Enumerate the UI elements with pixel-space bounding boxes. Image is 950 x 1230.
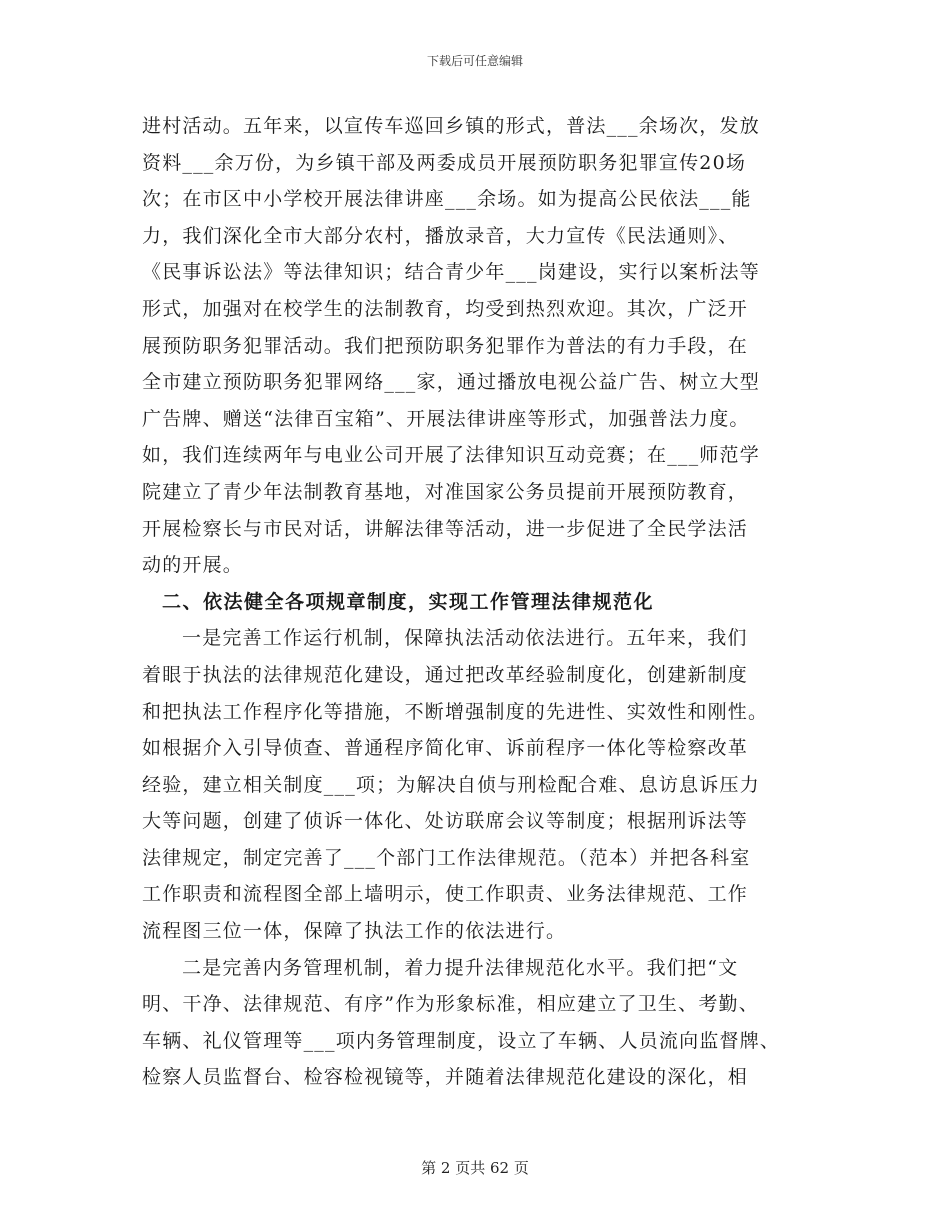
body-line: 展预防职务犯罪活动。我们把预防职务犯罪作为普法的有力手段，在 [142, 334, 749, 357]
body-line: 经验，建立相关制度___项；为解决自侦与刑检配合难、息访息诉压力 [142, 773, 760, 796]
body-line: 次；在市区中小学校开展法律讲座___余场。如为提高公民依法___能 [142, 188, 752, 211]
paragraph-first-line: 二是完善内务管理机制，着力提升法律规范化水平。我们把“文 [182, 956, 739, 979]
body-line: 和把执法工作程序化等措施，不断增强制度的先进性、实效性和刚性。 [142, 700, 769, 723]
page-footer-number: 第 2 页共 62 页 [421, 1159, 529, 1177]
body-line: 工作职责和流程图全部上墙明示，使工作职责、业务法律规范、工作 [142, 883, 749, 906]
body-line: 如根据介入引导侦查、普通程序简化审、诉前程序一体化等检察改革 [142, 737, 749, 760]
body-line: 《民事诉讼法》等法律知识；结合青少年___岗建设，实行以案析法等 [142, 261, 760, 284]
document-body [142, 108, 822, 1096]
body-line: 流程图三位一体，保障了执法工作的依法进行。 [142, 920, 567, 943]
body-line: 动的开展。 [142, 554, 244, 577]
body-line: 开展检察长与市民对话，讲解法律等活动，进一步促进了全民学法活 [142, 517, 749, 540]
body-line: 进村活动。五年来，以宣传车巡回乡镇的形式，普法___余场次，发放 [142, 115, 760, 137]
body-line: 着眼于执法的法律规范化建设，通过把改革经验制度化，创建新制度 [142, 663, 749, 686]
body-line: 院建立了青少年法制教育基地，对准国家公务员提前开展预防教育， [142, 480, 749, 503]
body-line: 力，我们深化全市大部分农村，播放录音，大力宣传《民法通则》、 [142, 224, 739, 247]
body-line: 如，我们连续两年与电业公司开展了法律知识互动竞赛；在___师范学 [142, 444, 760, 467]
body-line: 法律规定，制定完善了___个部门工作法律规范。（范本）并把各科室 [142, 846, 751, 869]
body-line: 全市建立预防职务犯罪网络___家，通过播放电视公益广告、树立大型 [142, 371, 760, 394]
body-line: 资料___余万份，为乡镇干部及两委成员开展预防职务犯罪宣传20场 [142, 151, 747, 174]
page-header-note: 下载后可任意编辑 [426, 54, 523, 68]
body-line: 大等问题，创建了侦诉一体化、处访联席会议等制度；根据刑诉法等 [142, 810, 749, 833]
body-line: 检察人员监督台、检容检视镜等，并随着法律规范化建设的深化，相 [142, 1066, 749, 1089]
body-line: 明、干净、法律规范、有序”作为形象标准，相应建立了卫生、考勤、 [142, 993, 759, 1016]
paragraph-first-line: 一是完善工作运行机制，保障执法活动依法进行。五年来，我们 [182, 627, 748, 650]
section-heading: 二、依法健全各项规章制度，实现工作管理法律规范化 [162, 590, 655, 613]
body-line: 形式，加强对在校学生的法制教育，均受到热烈欢迎。其次，广泛开 [142, 297, 749, 320]
body-line: 广告牌、赠送“法律百宝箱”、开展法律讲座等形式，加强普法力度。 [142, 407, 750, 430]
body-line: 车辆、礼仪管理等___项内务管理制度，设立了车辆、人员流向监督牌、 [142, 1029, 781, 1052]
